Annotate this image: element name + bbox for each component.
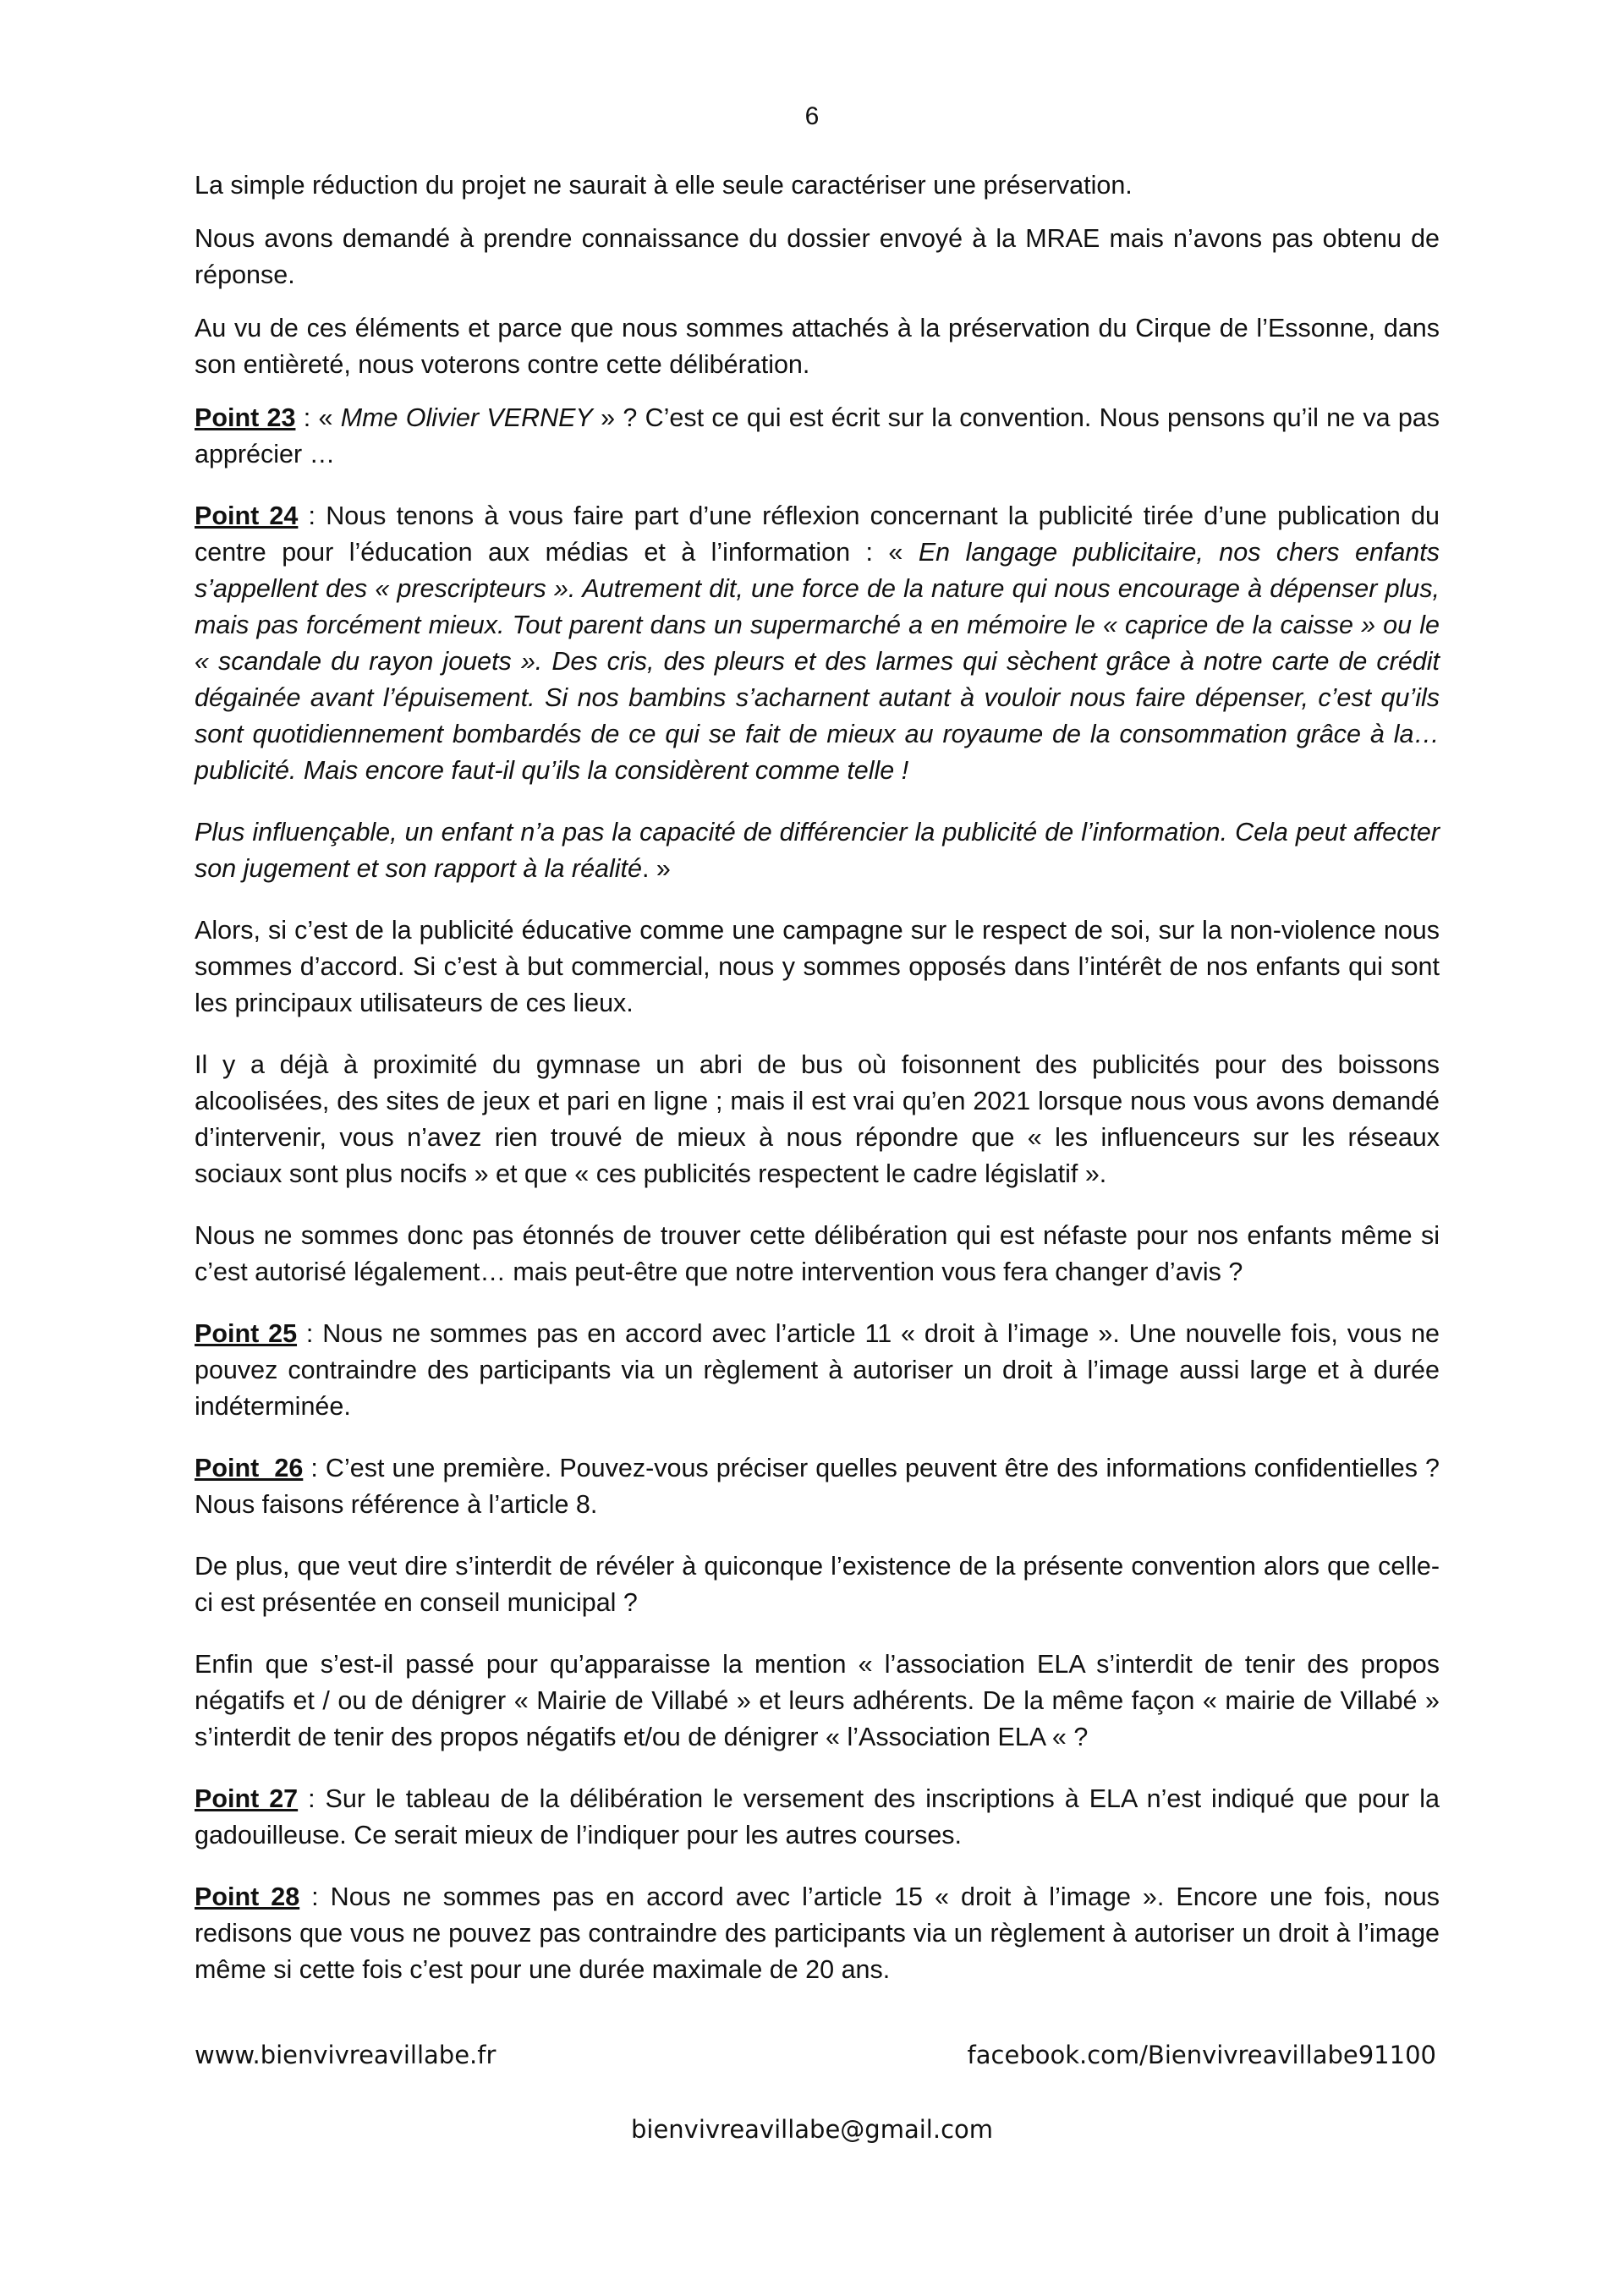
paragraph-point-24-quote-2: [195, 814, 1440, 887]
paragraph-point-25: [195, 1316, 1440, 1425]
paragraph-deliberation: Nous ne sommes donc pas étonnés de trouver cette délibération qui est néfaste pour nos enfants même si c’est autorisé légalement… mais peut-être que notre intervention vous fera changer d’avis ?: [195, 1221, 1440, 1286]
footer-website: www.bienvivreavillabe.fr: [195, 2041, 497, 2069]
paragraph-point-27: [195, 1781, 1440, 1854]
point-26-label: Point 26: [195, 1454, 304, 1482]
point-23-label: Point 23: [195, 403, 296, 432]
point-26-text: : C’est une première. Pouvez-vous préciser quelles peuvent être des informations confidentielles ? Nous faisons référence à l’article 8.: [195, 1454, 1440, 1519]
paragraph-point-23: [195, 400, 1440, 473]
point-28-label: Point 28: [195, 1882, 300, 1911]
paragraph-de-plus: De plus, que veut dire s’interdit de révéler à quiconque l’existence de la présente convention alors que celle-ci est présentée en conseil municipal ?: [195, 1552, 1440, 1617]
paragraph-reduction: La simple réduction du projet ne saurait à elle seule caractériser une préservation.: [195, 171, 1133, 200]
point-24-quote-2-end: . »: [641, 854, 671, 883]
point-25-text: : Nous ne sommes pas en accord avec l’article 11 « droit à l’image ». Une nouvelle fois, vous ne pouvez contraindre des participants via un règlement à autoriser un droit à l’image aussi large et à durée indéterminée.: [195, 1319, 1440, 1421]
paragraph-point-28: [195, 1879, 1440, 1988]
footer-facebook: facebook.com/Bienvivreavillabe91100: [967, 2041, 1436, 2069]
point-23-text: » ? C’est ce qui est écrit sur la convention. Nous pensons qu’il ne va pas apprécier …: [195, 403, 1440, 469]
point-27-label: Point 27: [195, 1784, 299, 1813]
point-23-quote: Mme Olivier VERNEY: [340, 403, 593, 432]
paragraph-point-26: [195, 1450, 1440, 1523]
paragraph-alors: Alors, si c’est de la publicité éducative comme une campagne sur le respect de soi, sur la non-violence nous sommes d’accord. Si c’est à but commercial, nous y sommes opposés dans l’intérêt de nos enfants qui sont les principaux utilisateurs de ces lieux.: [195, 916, 1440, 1017]
document-body: [195, 167, 1440, 2005]
paragraph-point-24: [195, 498, 1440, 789]
point-25-label: Point 25: [195, 1319, 298, 1348]
point-24-quote-2: Plus influençable, un enfant n’a pas la capacité de différencier la publicité de l’information. Cela peut affecter son jugement et son rapport à la réalité: [195, 818, 1440, 883]
page-number: 6: [804, 102, 820, 130]
paragraph-cirque: Au vu de ces éléments et parce que nous sommes attachés à la préservation du Cirque de l’Essonne, dans son entièreté, nous voterons contre cette délibération.: [195, 314, 1440, 379]
paragraph-mrae: Nous avons demandé à prendre connaissance du dossier envoyé à la MRAE mais n’avons pas obtenu de réponse.: [195, 224, 1440, 289]
point-24-intro: : Nous tenons à vous faire part d’une réflexion concernant la publicité tirée d’une publication du centre pour l’éducation aux médias et à l’information : «: [195, 501, 1440, 567]
paragraph-enfin: Enfin que s’est-il passé pour qu’apparaisse la mention « l’association ELA s’interdit de tenir des propos négatifs et / ou de dénigrer « Mairie de Villabé » et leurs adhérents. De la même façon « mairie de Villabé » s’interdit de tenir des propos négatifs et/ou de dénigrer « l’Association ELA « ?: [195, 1650, 1440, 1751]
footer-email: bienvivreavillabe@gmail.com: [630, 2115, 994, 2144]
point-23-pre: : «: [295, 403, 341, 432]
point-24-quote-1: En langage publicitaire, nos chers enfants s’appellent des « prescripteurs ». Autrement dit, une force de la nature qui nous encourage à dépenser plus, mais pas forcément mieux. Tout parent dans un supermarché a en mémoire le « caprice de la caisse » ou le « scandale du rayon jouets ». Des cris, des pleurs et des larmes qui sèchent grâce à notre carte de crédit dégainée avant l’épuisement. Si nos bambins s’acharnent autant à vouloir nous faire dépenser, c’est qu’ils sont quotidiennement bombardés de ce qui se fait de mieux au royaume de la consommation grâce à la… publicité. Mais encore faut-il qu’ils la considèrent comme telle !: [195, 538, 1440, 785]
point-27-text: : Sur le tableau de la délibération le versement des inscriptions à ELA n’est indiqué que pour la gadouilleuse. Ce serait mieux de l’indiquer pour les autres courses.: [195, 1784, 1440, 1849]
paragraph-abri-bus: Il y a déjà à proximité du gymnase un abri de bus où foisonnent des publicités pour des boissons alcoolisées, des sites de jeux et pari en ligne ; mais il est vrai qu’en 2021 lorsque nous vous avons demandé d’intervenir, vous n’avez rien trouvé de mieux à nous répondre que « les influenceurs sur les réseaux sociaux sont plus nocifs » et que « ces publicités respectent le cadre législatif ».: [195, 1050, 1440, 1188]
point-24-label: Point 24: [195, 501, 299, 530]
point-28-text: : Nous ne sommes pas en accord avec l’article 15 « droit à l’image ». Encore une fois, nous redisons que vous ne pouvez pas contraindre des participants via un règlement à autoriser un droit à l’image même si cette fois c’est pour une durée maximale de 20 ans.: [195, 1882, 1440, 1984]
